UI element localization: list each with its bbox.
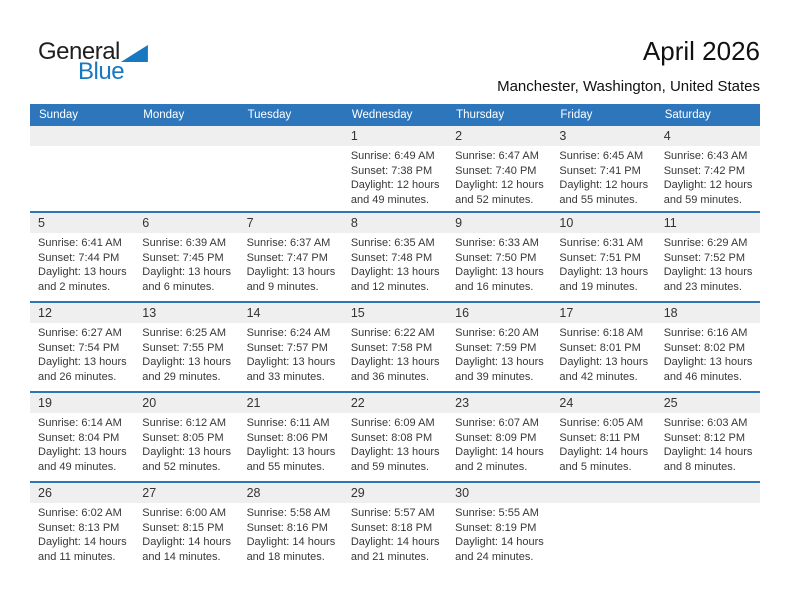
day-number: 30	[447, 483, 551, 503]
day-number: 16	[447, 303, 551, 323]
empty-date-strip	[134, 126, 238, 146]
sunrise-text: Sunrise: 6:18 AM	[559, 327, 644, 339]
day-cell-12	[30, 303, 134, 391]
sunset-text: Sunset: 7:48 PM	[350, 251, 433, 264]
sunset-text: Sunset: 8:12 PM	[663, 431, 746, 444]
sunset-text: Sunset: 7:59 PM	[455, 341, 537, 354]
page-subtitle: Manchester, Washington, United States	[497, 78, 760, 95]
day-details	[239, 413, 343, 474]
day-number: 8	[343, 213, 447, 233]
daylight-minutes-text: and 19 minutes.	[559, 280, 638, 293]
day-number: 10	[551, 213, 655, 233]
day-cell-21	[239, 393, 343, 481]
sunset-text: Sunset: 8:02 PM	[663, 341, 746, 354]
daylight-minutes-text: and 49 minutes.	[38, 460, 117, 473]
sunset-text: Sunset: 8:08 PM	[350, 431, 433, 444]
day-cell-28	[239, 483, 343, 571]
daylight-hours-text: Daylight: 13 hours	[246, 446, 336, 459]
day-cell-14	[239, 303, 343, 391]
daylight-minutes-text: and 2 minutes.	[455, 460, 528, 473]
day-header-sunday: Sunday	[39, 109, 79, 121]
day-details	[134, 146, 238, 149]
daylight-minutes-text: and 33 minutes.	[246, 370, 325, 383]
day-number: 1	[343, 126, 447, 146]
daylight-minutes-text: and 9 minutes.	[246, 280, 319, 293]
day-details	[343, 146, 447, 207]
sunset-text: Sunset: 8:13 PM	[38, 521, 120, 534]
sunrise-text: Sunrise: 5:57 AM	[350, 507, 435, 519]
daylight-hours-text: Daylight: 14 hours	[350, 536, 440, 549]
daylight-minutes-text: and 26 minutes.	[38, 370, 117, 383]
day-cell-23	[447, 393, 551, 481]
day-number: 2	[447, 126, 551, 146]
day-details	[447, 233, 551, 294]
sunrise-text: Sunrise: 6:43 AM	[663, 150, 748, 162]
empty-date-strip	[30, 126, 134, 146]
day-details	[343, 233, 447, 294]
day-details	[656, 146, 760, 207]
day-details	[239, 503, 343, 564]
week-row-2	[30, 211, 760, 301]
day-number: 6	[134, 213, 238, 233]
daylight-minutes-text: and 21 minutes.	[350, 550, 430, 563]
day-number: 27	[134, 483, 238, 503]
day-number: 11	[656, 213, 760, 233]
daylight-hours-text: Daylight: 12 hours	[663, 179, 753, 192]
daylight-hours-text: Daylight: 13 hours	[350, 446, 440, 459]
day-header-saturday: Saturday	[664, 109, 711, 121]
day-cell-7	[239, 213, 343, 301]
logo-word-blue: Blue	[78, 58, 125, 85]
sunset-text: Sunset: 8:05 PM	[142, 431, 224, 444]
daylight-hours-text: Daylight: 14 hours	[455, 446, 544, 459]
daylight-hours-text: Daylight: 13 hours	[350, 356, 440, 369]
daylight-minutes-text: and 29 minutes.	[142, 370, 221, 383]
day-details	[30, 503, 134, 564]
day-details	[447, 413, 551, 474]
sunrise-text: Sunrise: 6:35 AM	[350, 237, 435, 249]
day-details	[447, 323, 551, 384]
day-number: 24	[551, 393, 655, 413]
sunrise-text: Sunrise: 6:03 AM	[663, 417, 748, 429]
sunset-text: Sunset: 8:06 PM	[246, 431, 328, 444]
day-number: 13	[134, 303, 238, 323]
daylight-hours-text: Daylight: 13 hours	[38, 266, 127, 279]
sunset-text: Sunset: 7:54 PM	[38, 341, 120, 354]
day-cell-15	[343, 303, 447, 391]
sunset-text: Sunset: 7:57 PM	[246, 341, 328, 354]
day-details	[551, 503, 655, 506]
day-number: 23	[447, 393, 551, 413]
daylight-hours-text: Daylight: 13 hours	[38, 356, 127, 369]
day-details	[30, 413, 134, 474]
day-number: 26	[30, 483, 134, 503]
daylight-hours-text: Daylight: 14 hours	[38, 536, 127, 549]
daylight-minutes-text: and 16 minutes.	[455, 280, 534, 293]
day-number: 28	[239, 483, 343, 503]
page-title: April 2026	[642, 36, 760, 66]
day-details	[134, 503, 238, 564]
day-cell-9	[447, 213, 551, 301]
daylight-minutes-text: and 5 minutes.	[559, 460, 632, 473]
sunrise-text: Sunrise: 6:16 AM	[663, 327, 748, 339]
day-header-monday: Monday	[143, 109, 185, 121]
empty-day-cell	[239, 126, 343, 211]
empty-date-strip	[239, 126, 343, 146]
day-header-friday: Friday	[560, 109, 593, 121]
sunset-text: Sunset: 7:58 PM	[350, 341, 433, 354]
day-header-wednesday: Wednesday	[351, 109, 413, 121]
week-row-4	[30, 391, 760, 481]
sunrise-text: Sunrise: 6:31 AM	[559, 237, 644, 249]
daylight-hours-text: Daylight: 13 hours	[455, 356, 544, 369]
sunset-text: Sunset: 8:01 PM	[559, 341, 641, 354]
daylight-minutes-text: and 12 minutes.	[350, 280, 430, 293]
day-number: 29	[343, 483, 447, 503]
day-number: 15	[343, 303, 447, 323]
daylight-minutes-text: and 18 minutes.	[246, 550, 325, 563]
sunset-text: Sunset: 8:16 PM	[246, 521, 328, 534]
sunset-text: Sunset: 7:51 PM	[559, 251, 641, 264]
day-details	[134, 413, 238, 474]
day-details	[656, 413, 760, 474]
day-number: 5	[30, 213, 134, 233]
sunset-text: Sunset: 7:55 PM	[142, 341, 224, 354]
sunset-text: Sunset: 8:09 PM	[455, 431, 537, 444]
sunset-text: Sunset: 8:04 PM	[38, 431, 120, 444]
day-number: 19	[30, 393, 134, 413]
sunrise-text: Sunrise: 6:22 AM	[350, 327, 435, 339]
sunrise-text: Sunrise: 6:45 AM	[559, 150, 644, 162]
day-cell-10	[551, 213, 655, 301]
daylight-hours-text: Daylight: 13 hours	[142, 446, 231, 459]
daylight-hours-text: Daylight: 13 hours	[246, 356, 336, 369]
empty-date-strip	[656, 483, 760, 503]
daylight-minutes-text: and 24 minutes.	[455, 550, 534, 563]
daylight-minutes-text: and 49 minutes.	[350, 193, 430, 206]
sunrise-text: Sunrise: 6:49 AM	[350, 150, 435, 162]
sunset-text: Sunset: 7:44 PM	[38, 251, 120, 264]
empty-date-strip	[551, 483, 655, 503]
sunrise-text: Sunrise: 6:33 AM	[455, 237, 539, 249]
day-cell-2	[447, 126, 551, 211]
day-details	[551, 146, 655, 207]
sunrise-text: Sunrise: 6:25 AM	[142, 327, 227, 339]
daylight-hours-text: Daylight: 13 hours	[559, 266, 649, 279]
daylight-minutes-text: and 8 minutes.	[663, 460, 736, 473]
daylight-hours-text: Daylight: 13 hours	[559, 356, 649, 369]
day-number: 17	[551, 303, 655, 323]
daylight-hours-text: Daylight: 14 hours	[246, 536, 336, 549]
day-number: 9	[447, 213, 551, 233]
daylight-minutes-text: and 36 minutes.	[350, 370, 430, 383]
day-details	[239, 146, 343, 149]
sunrise-text: Sunrise: 6:11 AM	[246, 417, 330, 429]
sunrise-text: Sunrise: 6:00 AM	[142, 507, 227, 519]
sunset-text: Sunset: 8:15 PM	[142, 521, 224, 534]
day-details	[343, 503, 447, 564]
daylight-minutes-text: and 59 minutes.	[350, 460, 430, 473]
day-header-tuesday: Tuesday	[247, 109, 292, 121]
daylight-minutes-text: and 23 minutes.	[663, 280, 742, 293]
day-number: 14	[239, 303, 343, 323]
day-number: 7	[239, 213, 343, 233]
sunset-text: Sunset: 8:19 PM	[455, 521, 537, 534]
daylight-minutes-text: and 14 minutes.	[142, 550, 221, 563]
daylight-minutes-text: and 39 minutes.	[455, 370, 534, 383]
daylight-hours-text: Daylight: 14 hours	[142, 536, 231, 549]
daylight-hours-text: Daylight: 13 hours	[142, 356, 231, 369]
day-number: 3	[551, 126, 655, 146]
daylight-hours-text: Daylight: 14 hours	[455, 536, 544, 549]
day-cell-16	[447, 303, 551, 391]
daylight-minutes-text: and 52 minutes.	[455, 193, 534, 206]
day-cell-13	[134, 303, 238, 391]
daylight-hours-text: Daylight: 12 hours	[559, 179, 649, 192]
sunrise-text: Sunrise: 6:12 AM	[142, 417, 227, 429]
week-row-5	[30, 481, 760, 571]
sunrise-text: Sunrise: 6:14 AM	[38, 417, 122, 429]
day-details	[30, 233, 134, 294]
sunrise-text: Sunrise: 5:58 AM	[246, 507, 331, 519]
day-details	[343, 413, 447, 474]
sunrise-text: Sunrise: 6:24 AM	[246, 327, 331, 339]
day-details	[656, 323, 760, 384]
day-details	[134, 233, 238, 294]
day-details	[447, 503, 551, 564]
day-cell-18	[656, 303, 760, 391]
day-cell-22	[343, 393, 447, 481]
day-number: 12	[30, 303, 134, 323]
title-block	[497, 36, 760, 95]
empty-day-cell	[656, 483, 760, 571]
general-blue-logo	[38, 40, 148, 84]
daylight-minutes-text: and 2 minutes.	[38, 280, 111, 293]
sunrise-text: Sunrise: 6:29 AM	[663, 237, 748, 249]
logo-triangle-icon	[121, 45, 148, 62]
day-details	[343, 323, 447, 384]
day-details	[134, 323, 238, 384]
logo-word-general: General	[38, 38, 120, 65]
calendar-grid	[30, 104, 760, 571]
daylight-hours-text: Daylight: 13 hours	[663, 266, 753, 279]
day-header-row	[30, 104, 760, 126]
day-cell-20	[134, 393, 238, 481]
daylight-hours-text: Daylight: 13 hours	[663, 356, 753, 369]
day-cell-4	[656, 126, 760, 211]
day-details	[30, 146, 134, 149]
sunset-text: Sunset: 7:38 PM	[350, 164, 433, 177]
day-cell-25	[656, 393, 760, 481]
day-header-thursday: Thursday	[456, 109, 505, 121]
sunset-text: Sunset: 7:42 PM	[663, 164, 746, 177]
daylight-minutes-text: and 52 minutes.	[142, 460, 221, 473]
daylight-hours-text: Daylight: 13 hours	[455, 266, 544, 279]
day-number: 25	[656, 393, 760, 413]
empty-day-cell	[30, 126, 134, 211]
day-cell-27	[134, 483, 238, 571]
daylight-minutes-text: and 59 minutes.	[663, 193, 742, 206]
sunrise-text: Sunrise: 6:39 AM	[142, 237, 227, 249]
day-details	[239, 323, 343, 384]
sunset-text: Sunset: 8:18 PM	[350, 521, 433, 534]
day-cell-11	[656, 213, 760, 301]
day-details	[656, 503, 760, 506]
day-cell-26	[30, 483, 134, 571]
day-details	[551, 233, 655, 294]
daylight-hours-text: Daylight: 13 hours	[38, 446, 127, 459]
daylight-minutes-text: and 6 minutes.	[142, 280, 215, 293]
day-number: 22	[343, 393, 447, 413]
week-row-3	[30, 301, 760, 391]
sunrise-text: Sunrise: 6:09 AM	[350, 417, 435, 429]
day-cell-19	[30, 393, 134, 481]
day-details	[551, 413, 655, 474]
day-cell-3	[551, 126, 655, 211]
week-row-1	[30, 126, 760, 211]
day-cell-29	[343, 483, 447, 571]
day-details	[551, 323, 655, 384]
sunset-text: Sunset: 7:45 PM	[142, 251, 224, 264]
daylight-hours-text: Daylight: 14 hours	[559, 446, 649, 459]
sunrise-text: Sunrise: 5:55 AM	[455, 507, 539, 519]
daylight-hours-text: Daylight: 13 hours	[246, 266, 336, 279]
day-cell-6	[134, 213, 238, 301]
sunrise-text: Sunrise: 6:27 AM	[38, 327, 122, 339]
empty-day-cell	[134, 126, 238, 211]
sunrise-text: Sunrise: 6:20 AM	[455, 327, 539, 339]
sunset-text: Sunset: 7:52 PM	[663, 251, 746, 264]
day-number: 20	[134, 393, 238, 413]
day-number: 4	[656, 126, 760, 146]
day-cell-17	[551, 303, 655, 391]
sunrise-text: Sunrise: 6:02 AM	[38, 507, 122, 519]
sunrise-text: Sunrise: 6:47 AM	[455, 150, 539, 162]
daylight-minutes-text: and 42 minutes.	[559, 370, 638, 383]
daylight-hours-text: Daylight: 13 hours	[142, 266, 231, 279]
sunrise-text: Sunrise: 6:07 AM	[455, 417, 539, 429]
daylight-hours-text: Daylight: 13 hours	[350, 266, 440, 279]
sunset-text: Sunset: 7:47 PM	[246, 251, 328, 264]
day-cell-1	[343, 126, 447, 211]
daylight-minutes-text: and 55 minutes.	[559, 193, 638, 206]
daylight-hours-text: Daylight: 12 hours	[455, 179, 544, 192]
sunset-text: Sunset: 8:11 PM	[559, 431, 640, 444]
day-cell-30	[447, 483, 551, 571]
daylight-minutes-text: and 11 minutes.	[38, 550, 116, 563]
weeks-container	[30, 126, 760, 571]
daylight-hours-text: Daylight: 12 hours	[350, 179, 440, 192]
day-number: 21	[239, 393, 343, 413]
sunset-text: Sunset: 7:40 PM	[455, 164, 537, 177]
empty-day-cell	[551, 483, 655, 571]
day-details	[239, 233, 343, 294]
day-cell-8	[343, 213, 447, 301]
day-details	[447, 146, 551, 207]
sunrise-text: Sunrise: 6:05 AM	[559, 417, 644, 429]
day-number: 18	[656, 303, 760, 323]
day-cell-24	[551, 393, 655, 481]
day-cell-5	[30, 213, 134, 301]
daylight-hours-text: Daylight: 14 hours	[663, 446, 753, 459]
sunrise-text: Sunrise: 6:41 AM	[38, 237, 122, 249]
daylight-minutes-text: and 46 minutes.	[663, 370, 742, 383]
sunrise-text: Sunrise: 6:37 AM	[246, 237, 331, 249]
daylight-minutes-text: and 55 minutes.	[246, 460, 325, 473]
day-details	[656, 233, 760, 294]
day-details	[30, 323, 134, 384]
sunset-text: Sunset: 7:41 PM	[559, 164, 641, 177]
sunset-text: Sunset: 7:50 PM	[455, 251, 537, 264]
